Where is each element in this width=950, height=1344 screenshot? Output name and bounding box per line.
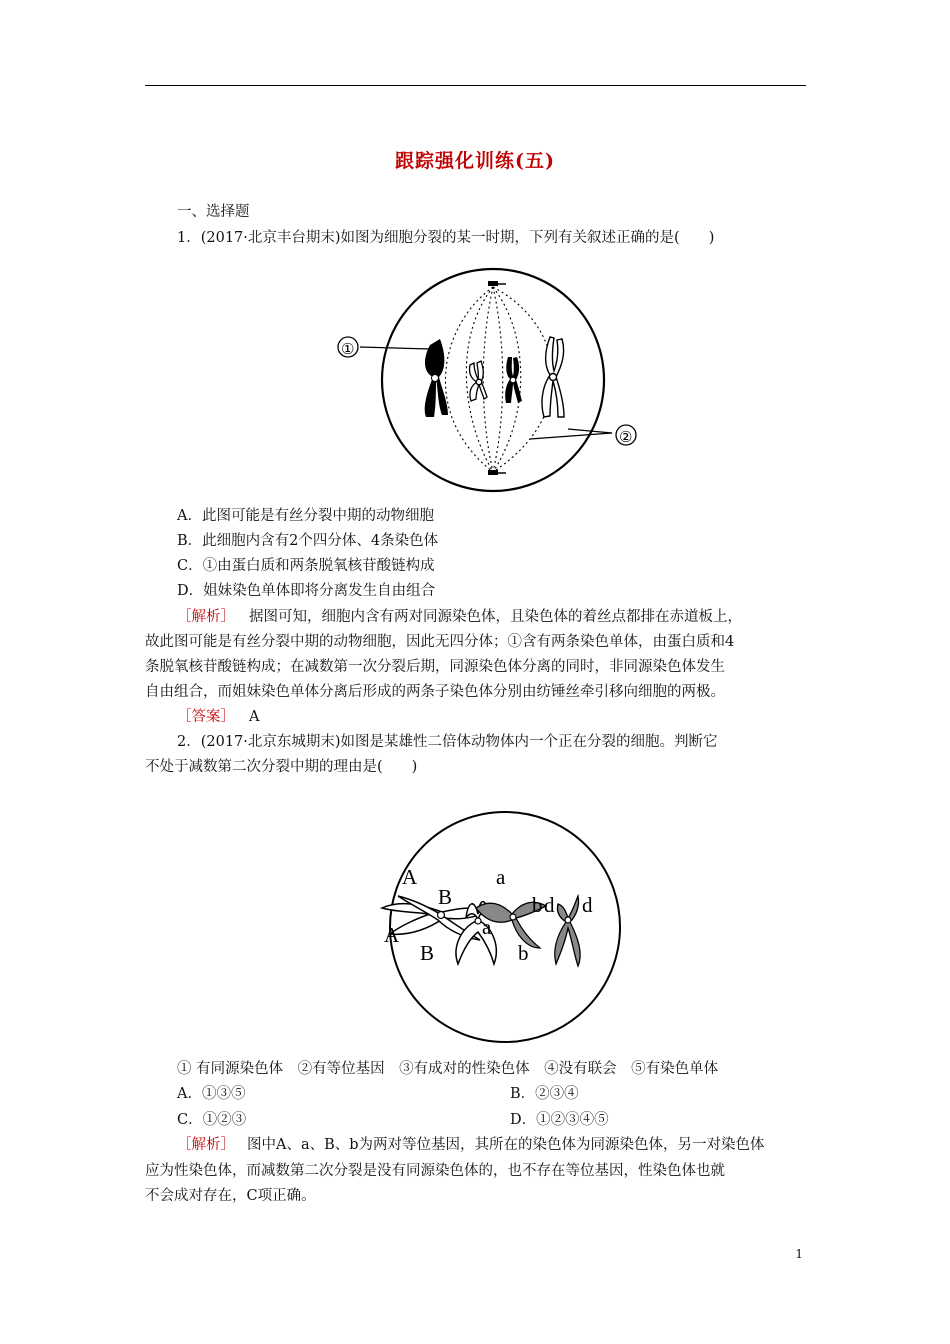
chromosome-large-white — [542, 337, 564, 417]
q1-analysis-line-1: ［解析］ 据图可知，细胞内含有两对同源染色体，且染色体的着丝点都排在赤道板上， — [177, 609, 742, 625]
q2-option-c: C．①②③ — [177, 1112, 247, 1128]
q1-option-a: A．此图可能是有丝分裂中期的动物细胞 — [177, 508, 434, 524]
cell-membrane — [382, 269, 604, 491]
gene-label-A-bottom: A — [384, 923, 400, 947]
q1-option-d: D．姐妹染色单体即将分离发生自由组合 — [177, 583, 436, 599]
gene-label-B-top: B — [438, 885, 453, 909]
page-title: 跟踪强化训练(五) — [395, 150, 555, 172]
spindle-fibers — [445, 287, 552, 472]
chromosome-small-white — [470, 361, 487, 401]
q2-stem-line-1: 2．(2017·北京东城期末)如图是某雄性二倍体动物体内一个正在分裂的细胞。判断它 — [177, 734, 718, 750]
q2-analysis-tag: ［解析］ — [177, 1137, 235, 1153]
q1-option-c: C．①由蛋白质和两条脱氧核苷酸链构成 — [177, 558, 435, 574]
figure1-label-1: ① — [341, 342, 355, 358]
q2-analysis-line-3: 不会成对存在，C项正确。 — [145, 1188, 316, 1204]
q1-analysis-line-3: 条脱氧核苷酸链构成；在减数第一次分裂后期，同源染色体分离的同时，非同源染色体发生 — [145, 659, 725, 675]
figure1-label-2: ② — [619, 430, 633, 446]
gene-label-d-right: d — [582, 893, 593, 917]
gene-label-a-top: a — [496, 865, 506, 889]
header-rule — [145, 85, 806, 86]
q1-option-b: B．此细胞内含有2个四分体、4条染色体 — [177, 533, 439, 549]
q1-cell-figure — [330, 265, 650, 495]
chromosome-d-gray — [555, 896, 580, 966]
q2-analysis-line-2: 应为性染色体，而减数第二次分裂是没有同源染色体的，也不存在等位基因，性染色体也就 — [145, 1163, 725, 1179]
q2-option-a: A．①③⑤ — [177, 1086, 246, 1102]
q1-answer-tag: ［答案］ — [177, 709, 235, 725]
q1-analysis-line-4: 自由组合，而姐妹染色单体分离后形成的两条子染色体分别由纺锤丝牵引移向细胞的两极。 — [145, 684, 725, 700]
q2-stem-line-2: 不处于减数第二次分裂中期的理由是( ) — [145, 759, 418, 775]
q1-stem: 1．(2017·北京丰台期末)如图为细胞分裂的某一时期，下列有关叙述正确的是( ) — [177, 230, 715, 246]
gene-label-b-top: b — [532, 893, 543, 917]
q2-option-b: B．②③④ — [510, 1086, 579, 1102]
gene-label-A-top: A — [402, 865, 418, 889]
chromosome-small-black — [505, 357, 522, 403]
page-number: 1 — [795, 1247, 803, 1261]
q2-statements: ① 有同源染色体 ②有等位基因 ③有成对的性染色体 ④没有联会 ⑤有染色单体 — [177, 1061, 719, 1077]
q2-analysis-line-1: ［解析］ 图中A、a、B、b为两对等位基因，其所在的染色体为同源染色体，另一对染色体 — [177, 1137, 765, 1153]
centriole-top — [488, 281, 506, 286]
chromosome-large-black — [425, 339, 448, 417]
centriole-bottom — [488, 470, 506, 475]
gene-label-B-bottom: B — [420, 941, 435, 965]
q1-answer-value: A — [249, 709, 260, 725]
gene-label-a-mid: a — [482, 915, 492, 939]
q2-option-d: D．①②③④⑤ — [510, 1112, 609, 1128]
q1-analysis-line-2: 故此图可能是有丝分裂中期的动物细胞，因此无四分体；①含有两条染色单体，由蛋白质和4 — [145, 634, 735, 650]
q2-cell-figure — [370, 808, 640, 1046]
gene-label-b-bottom: b — [518, 941, 529, 965]
q1-answer — [177, 707, 259, 727]
q1-analysis-tag: ［解析］ — [177, 609, 235, 625]
gene-label-d-left: d — [544, 893, 555, 917]
section-heading: 一、选择题 — [177, 204, 250, 220]
